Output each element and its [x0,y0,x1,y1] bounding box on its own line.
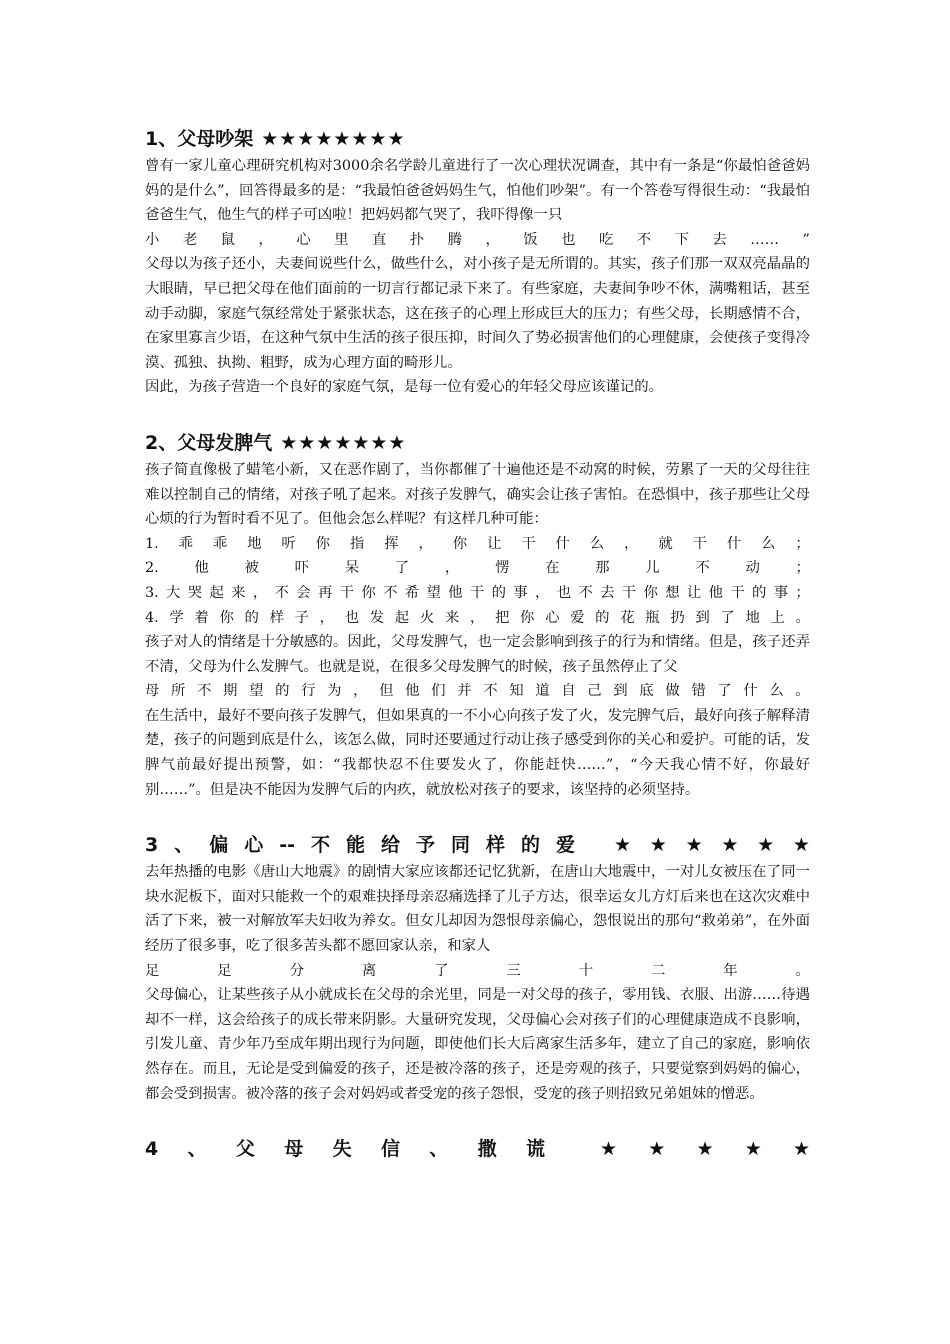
glyph: ； [795,584,810,601]
glyph: ★ [721,834,739,857]
glyph: 动 [745,560,760,577]
glyph: 也 [561,231,576,248]
glyph: 腾 [447,231,463,248]
glyph: 道 [535,683,550,700]
glyph: 饭 [523,231,538,248]
glyph: 干 [730,584,745,601]
glyph: 望 [249,683,264,700]
glyph: 希 [404,584,420,601]
glyph: 着 [194,609,209,626]
glyph: 心 [244,834,264,857]
glyph: 1. [145,535,159,552]
glyph: ， [485,231,500,248]
glyph: 了 [720,609,735,626]
section-parents-quarrel [145,124,810,400]
glyph: 不 [197,683,212,700]
glyph: 他 [405,683,420,700]
glyph: 的 [752,584,767,601]
glyph: 让 [486,535,502,552]
glyph: 什 [555,535,570,552]
glyph: 的 [244,609,259,626]
glyph: 乖 [212,535,228,552]
heading-text [145,830,575,860]
glyph: 足 [145,962,160,979]
glyph: 爱 [570,609,585,626]
glyph: 二 [650,962,666,979]
glyph: 。 [795,683,810,700]
glyph: 错 [691,683,706,700]
glyph: 同 [450,834,470,857]
glyph: 小 [145,231,160,248]
glyph: ， [252,584,268,601]
glyph: ★ [792,834,810,857]
glyph: 不 [636,231,652,248]
glyph: ★ [792,1138,810,1161]
glyph: 鼠 [220,231,236,248]
section-heading [145,830,810,860]
section-heading [145,124,810,154]
glyph: 不 [483,683,498,700]
glyph: 去 [712,231,727,248]
glyph: ， [258,231,273,248]
glyph: 不 [383,584,398,601]
glyph: ★ [648,1138,666,1161]
glyph: 所 [171,683,186,700]
glyph: 也 [344,609,360,626]
glyph: 不 [695,560,710,577]
glyph: 他 [708,584,724,601]
glyph: 了 [717,683,732,700]
glyph: 不 [274,584,289,601]
glyph: 到 [695,609,710,626]
rating-stars: ★★★★★★★★ [261,128,406,150]
glyph: 自 [561,683,576,700]
glyph: 偏 [209,834,229,857]
glyph: 么 [769,683,784,700]
glyph: 做 [665,683,680,700]
glyph: 十 [578,962,594,979]
glyph: 样 [485,834,505,857]
glyph: 么 [589,535,605,552]
glyph: 也 [556,584,572,601]
glyph: 上 [770,609,785,626]
glyph: 足 [217,962,232,979]
glyph: 为 [327,683,342,700]
glyph: 干 [469,584,485,601]
paragraph: 因此，为孩子营造一个良好的家庭气氛，是每一位有爱心的年轻父母应该谨记的。 [145,379,664,396]
glyph: ★ [757,834,775,857]
glyph: 瓶 [645,609,660,626]
glyph: 的 [520,834,540,857]
glyph: 呆 [344,560,360,577]
glyph: 分 [289,962,304,979]
glyph: ★ [685,834,703,857]
glyph: 去 [600,584,615,601]
glyph: 你 [219,609,234,626]
glyph: 那 [595,560,610,577]
glyph: 么 [761,535,776,552]
glyph: 母 [284,1138,304,1161]
glyph: ， [469,609,485,626]
glyph: 给 [380,834,400,857]
glyph: 3. [145,584,159,601]
glyph: 谎 [525,1138,545,1161]
glyph: 他 [448,584,463,601]
glyph: 爱 [555,834,575,857]
glyph: 直 [371,231,387,248]
glyph: 什 [726,535,742,552]
glyph: 你 [643,584,658,601]
glyph: 火 [419,609,435,626]
glyph: 4. [145,609,159,626]
glyph: 起 [209,584,224,601]
section-broken-promises [145,1134,810,1164]
paragraph: 父母以为孩子还小，夫妻间说些什么，做些什么，对小孩子是无所谓的。其实，孩子们那一双双亮晶晶的大眼睛，早已把父母在他们面前的一切言行都记录下来了。有些家庭，夫妻间争吵不休，满嘴粗话，甚至动手动脚，家庭气氛经常处于紧张状态，这在孩子的心理上形成巨大的压力；有些父母，长期感情不合，在家里寡言少语，在这种气氛中生活的孩子很压抑，时间久了势必损害他们的心理健康，会使孩子变得冷漠、孤独、执拗、粗野，成为心理方面的畸形儿。 [145,256,810,371]
glyph: 事 [773,584,789,601]
heading-text: 2、父母发脾气 [145,431,273,454]
heading-text: 1、父母吵架 [145,128,254,150]
glyph: 不 [310,834,330,857]
glyph: 、 [187,1138,207,1161]
paragraph: 孩子简直像极了蜡笔小新，又在恶作剧了，当你都催了十遍他还是不动窝的时候，劳累了一天的父母往往难以控制自己的情绪，对孩子吼了起来。对孩子发脾气，确实会让孩子害怕。在恐惧中，孩子那些让父母心烦的行为暂时看不见了。但他会怎么样呢？有这样几种可能： [145,461,810,528]
paragraph: 父母偏心，让某些孩子从小就成长在父母的余光里，同是一对父母的孩子，零用钱、衣服、出游……待遇却不一样，这会给孩子的成长带来阴影。大量研究发现，父母偏心会对孩子们的心理健康造成不良影响，引发儿童、青少年乃至成年期出现行为问题，即使他们长大后离家生活多年，建立了自己的家庭，影响依然存在。而且，无论是受到偏爱的孩子，还是被冷落的孩子，还是旁观的孩子，只要觉察到妈妈的偏心，都会受到损害。被冷落的孩子会对妈妈或者受宠的孩子怨恨，受宠的孩子则招致兄弟姐妹的憎恶。 [145,987,810,1102]
glyph: ， [624,535,639,552]
glyph: ； [795,535,810,552]
glyph: ， [319,609,335,626]
glyph: 心 [545,609,560,626]
section-favoritism [145,830,810,1106]
glyph: 能 [345,834,365,857]
glyph: 、 [429,1138,449,1161]
glyph: 子 [294,609,310,626]
glyph: 离 [361,962,377,979]
glyph: 来 [231,584,246,601]
glyph: ★ [744,1138,762,1161]
glyph: 里 [334,231,349,248]
glyph: 、 [174,834,194,857]
list-item [145,581,810,606]
glyph: 大 [166,584,181,601]
glyph: 信 [380,1138,400,1161]
glyph: 把 [494,609,510,626]
rating-stars [600,1134,810,1164]
section-heading [145,428,810,458]
glyph: …… [750,231,780,248]
paragraph: 去年热播的电影《唐山大地震》的剧情大家应该都还记忆犹新，在唐山大地震中，一对儿女被压在了同一块水泥板下，面对只能救一个的艰难抉择母亲忍痛选择了儿子方达，很幸运女儿方灯后来也在这次灾难中活了下来，被一对解放军夫妇收为养女。但女儿却因为怨恨母亲偏心，怨恨说出的那句“救弟弟”，在外面经历了很多事，吃了很多苦头都不愿回家认亲，和家人 [145,864,810,955]
glyph: 想 [665,584,680,601]
glyph: 。 [795,609,810,626]
glyph: 在 [545,560,560,577]
list-item [145,532,810,557]
glyph: 底 [639,683,654,700]
glyph: 被 [244,560,259,577]
glyph: 你 [361,584,376,601]
glyph: ， [534,584,550,601]
glyph: 干 [692,535,707,552]
paragraph: 曾有一家儿童心理研究机构对3000余名学龄儿童进行了一次心理状况调查，其中有一条是“你最怕爸爸妈妈的是什么”，回答得最多的是：“我最怕爸爸妈妈生气，怕他们吵架”。有一个答卷写得很生动：“我最怕爸爸生气，他生气的样子可凶啦！把妈妈都气哭了，我吓得像一只 [145,158,810,224]
glyph: 样 [269,609,284,626]
glyph: -- [279,834,295,857]
glyph: ， [418,535,433,552]
glyph: ★ [600,1138,618,1161]
spread-line [145,228,810,253]
glyph: 挥 [384,535,399,552]
glyph: 知 [509,683,524,700]
glyph: 2. [145,560,159,577]
glyph: 你 [520,609,535,626]
glyph: 下 [674,231,689,248]
glyph: 们 [431,683,446,700]
glyph: 予 [415,834,435,857]
glyph: 扑 [409,231,425,248]
glyph: 老 [182,231,198,248]
glyph: 了 [394,560,410,577]
list-item [145,606,810,631]
glyph: 并 [457,683,472,700]
section-heading [145,1134,810,1164]
glyph: 行 [301,683,316,700]
glyph: 你 [452,535,468,552]
glyph: 愣 [494,560,510,577]
glyph: ★ [614,834,632,857]
glyph: 的 [275,683,290,700]
rating-stars: ★★★★★★★ [280,431,407,454]
glyph: ， [444,560,460,577]
glyph: 就 [658,535,673,552]
glyph: 花 [620,609,635,626]
glyph: 干 [621,584,637,601]
spread-line [145,679,810,704]
spread-line [145,959,810,984]
section-parents-temper [145,428,810,802]
glyph: 的 [491,584,506,601]
glyph: 扔 [670,609,685,626]
glyph: 心 [296,231,311,248]
document-body [145,124,810,1192]
glyph: 年 [723,962,738,979]
glyph: 地 [247,535,262,552]
glyph: 己 [587,683,602,700]
glyph: 母 [145,683,160,700]
glyph: 发 [369,609,385,626]
glyph: 4 [145,1138,159,1161]
glyph: 望 [426,584,441,601]
glyph: 但 [379,683,394,700]
glyph: 会 [296,584,311,601]
glyph: 期 [223,683,238,700]
glyph: 地 [745,609,760,626]
glyph: 父 [235,1138,255,1161]
glyph: 三 [506,962,521,979]
heading-text [145,1134,545,1164]
rating-stars [614,830,810,860]
glyph: 到 [613,683,628,700]
glyph: 吓 [294,560,310,577]
glyph: ” [802,231,810,248]
glyph: 再 [317,584,333,601]
glyph: ； [795,560,810,577]
glyph: 哭 [187,584,203,601]
glyph: 事 [513,584,528,601]
glyph: 干 [339,584,355,601]
glyph: 了 [434,962,449,979]
glyph: 干 [521,535,536,552]
list-item [145,556,810,581]
glyph: 学 [169,609,184,626]
glyph: 儿 [645,560,660,577]
glyph: ， [353,683,368,700]
glyph: 来 [444,609,460,626]
glyph: 。 [795,962,810,979]
glyph: 他 [194,560,209,577]
glyph: 你 [315,535,331,552]
glyph: 不 [578,584,593,601]
glyph: 起 [394,609,410,626]
glyph: 乖 [178,535,193,552]
glyph: ★ [649,834,667,857]
glyph: 3 [145,834,159,857]
glyph: 听 [281,535,296,552]
glyph: 失 [332,1138,352,1161]
glyph: 吃 [598,231,614,248]
glyph: 指 [349,535,365,552]
paragraph: 孩子对人的情绪是十分敏感的。因此，父母发脾气，也一定会影响到孩子的行为和情绪。但是，孩子还弄不清，父母为什么发脾气。也就是说，在很多父母发脾气的时候，孩子虽然停止了父 [145,634,810,675]
glyph: 的 [595,609,610,626]
paragraph: 在生活中，最好不要向孩子发脾气，但如果真的一不小心向孩子发了火，发完脾气后，最好向孩子解释清楚，孩子的问题到底是什么，该怎么做，同时还要通过行动让孩子感受到你的关心和爱护。可能的话，发脾气前最好提出预警，如：“我都快忍不住要发火了，你能赶快……”，“今天我心情不好，你最好别……”。但是决不能因为发脾气后的内疚，就放松对孩子的要求，该坚持的必须坚持。 [145,707,810,798]
glyph: 撒 [477,1138,497,1161]
glyph: ★ [696,1138,714,1161]
glyph: 什 [743,683,758,700]
glyph: 让 [686,584,702,601]
